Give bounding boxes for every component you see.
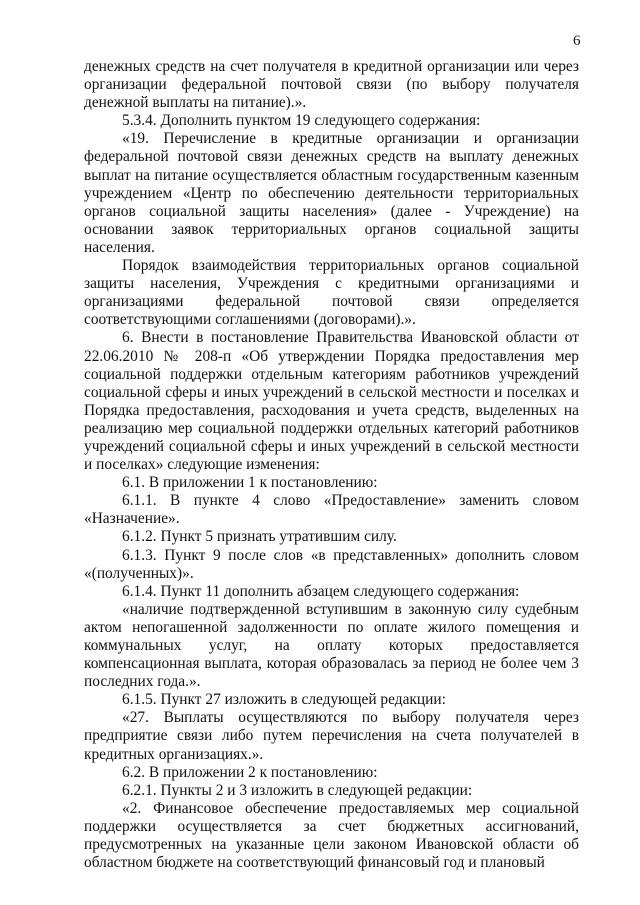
paragraph-interaction-order: Порядок взаимодействия территориальных органов социальной защиты населения, Учреждения с кредитными организациями и организациями федеральной почтовой связи определяется соответствующими соглашениями (договорами).». bbox=[84, 257, 579, 329]
paragraph-item-6-2: 6.2. В приложении 2 к постановлению: bbox=[122, 763, 378, 781]
page-number: 6 bbox=[573, 33, 581, 49]
document-body bbox=[84, 58, 579, 872]
paragraph-item-6-1-2: 6.1.2. Пункт 5 признать утратившим силу. bbox=[122, 528, 397, 546]
paragraph-item-5-3-4: 5.3.4. Дополнить пунктом 19 следующего содержания: bbox=[122, 112, 481, 130]
paragraph-item-6-1-4: 6.1.4. Пункт 11 дополнить абзацем следующего содержания: bbox=[122, 582, 520, 600]
paragraph-item-6-1-1: 6.1.1. В пункте 4 слово «Предоставление» заменить словом «Назначение». bbox=[84, 492, 579, 528]
paragraph-item-6: 6. Внести в постановление Правительства Ивановской области от 22.06.2010 № 208-п «Об утверждении Порядка предоставления мер социальной поддержки отдельным категориям работников учреждений социальной сферы и иных учреждений в сельской местности и поселках и Порядка предоставления, расходования и учета средств, выделенных на реализацию мер социальной поддержки отдельных категорий работников учреждений социальной сферы и иных учреждений в сельской местности и поселках» следующие изменения: bbox=[84, 329, 579, 474]
paragraph-item-19: «19. Перечисление в кредитные организации и организации федеральной почтовой связи денежных средств на выплату денежных выплат на питание осуществляется областным государственным казенным учреждением «Центр по обеспечению деятельности территориальных органов социальной защиты населения» (далее - Учреждение) на основании заявок территориальных органов социальной защиты населения. bbox=[84, 130, 579, 256]
paragraph-item-6-2-1: 6.2.1. Пункты 2 и 3 изложить в следующей редакции: bbox=[122, 781, 473, 799]
paragraph-item-6-1: 6.1. В приложении 1 к постановлению: bbox=[122, 474, 378, 492]
paragraph-debt-clause: «наличие подтвержденной вступившим в законную силу судебным актом непогашенной задолженности по оплате жилого помещения и коммунальных услуг, на оплату которых предоставляется компенсационная выплата, которая образовалась за период не более чем 3 последних года.». bbox=[84, 600, 579, 691]
paragraph-item-6-1-5: 6.1.5. Пункт 27 изложить в следующей редакции: bbox=[122, 691, 446, 709]
paragraph-continuation: денежных средств на счет получателя в кредитной организации или через организации федеральной почтовой связи (по выбору получателя денежной выплаты на питание).». bbox=[84, 58, 579, 112]
paragraph-item-27: «27. Выплаты осуществляются по выбору получателя через предприятие связи либо путем перечисления на счета получателей в кредитных организациях.». bbox=[84, 709, 579, 763]
paragraph-item-6-1-3: 6.1.3. Пункт 9 после слов «в представленных» дополнить словом «(полученных)». bbox=[84, 546, 579, 582]
paragraph-item-2-financing: «2. Финансовое обеспечение предоставляемых мер социальной поддержки осуществляется за счет бюджетных ассигнований, предусмотренных на указанные цели законом Ивановской области об областном бюджете на соответствующий финансовый год и плановый bbox=[84, 799, 579, 872]
